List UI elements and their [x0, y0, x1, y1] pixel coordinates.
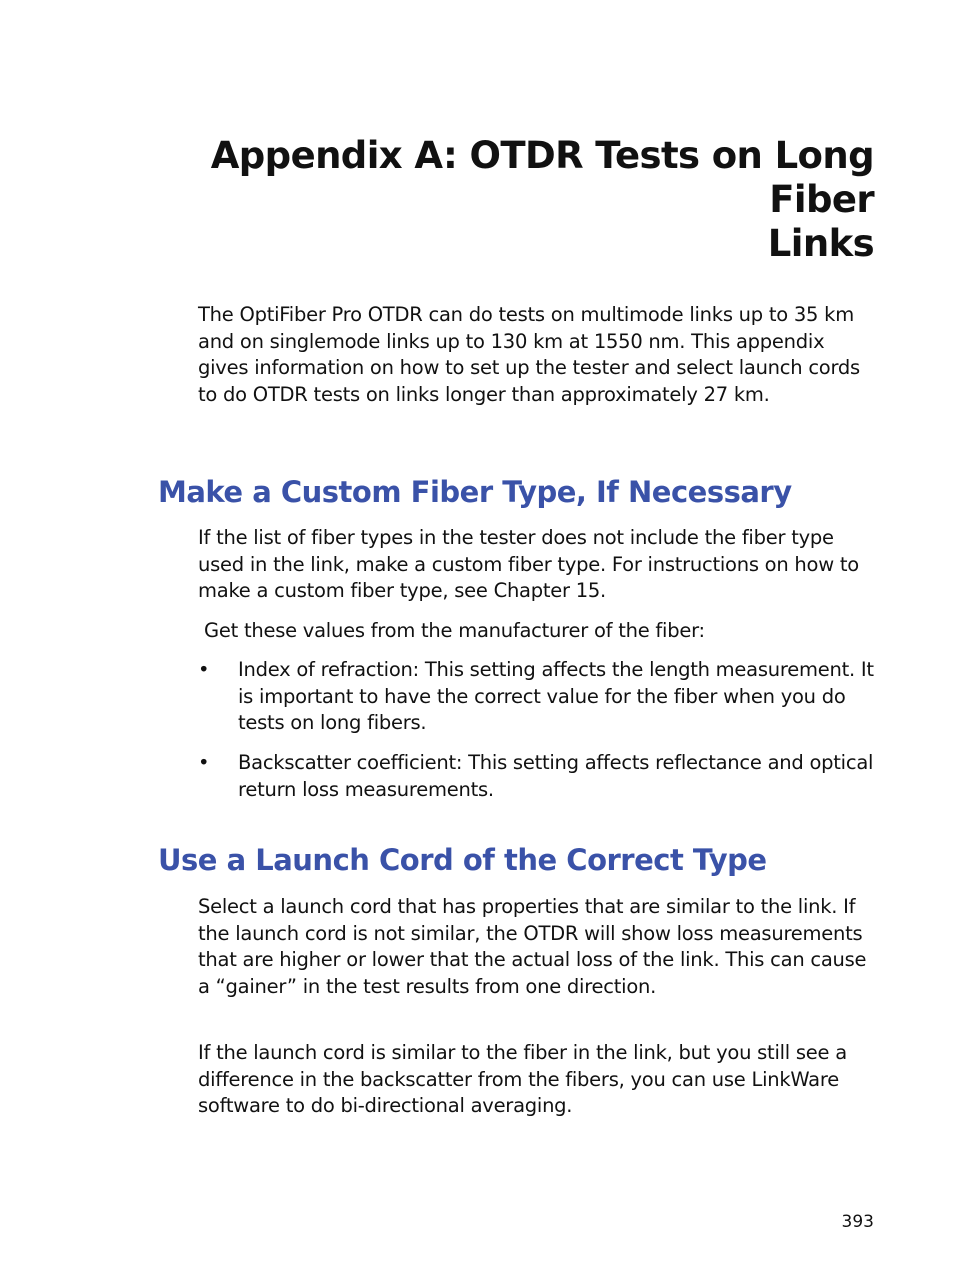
bullet-icon: • — [198, 658, 210, 681]
page-title-line-1: Appendix A: OTDR Tests on Long Fiber — [210, 134, 874, 221]
list-item-text: Index of refraction: This setting affects the length measurement. It is important to have the correct value for the fiber when you do tests on long fibers. — [238, 658, 874, 734]
intro-paragraph: The OptiFiber Pro OTDR can do tests on multimode links up to 35 km and on singlemode links up to 130 km at 1550 nm. This appendix gives information on how to set up the tester and select launch cords to do OTDR tests on links longer than approximately 27 km. — [198, 303, 860, 406]
bi-directional-paragraph: If the launch cord is similar to the fiber in the link, but you still see a difference in the backscatter from the fibers, you can use LinkWare software to do bi-directional averaging. — [198, 1041, 847, 1117]
bullet-icon: • — [198, 751, 210, 774]
section-heading-custom-fiber-type: Make a Custom Fiber Type, If Necessary — [158, 475, 792, 509]
section-heading-launch-cord: Use a Launch Cord of the Correct Type — [158, 843, 767, 877]
page-title — [158, 134, 874, 266]
list-item-index-of-refraction — [198, 657, 878, 737]
custom-fiber-paragraph: If the list of fiber types in the tester does not include the fiber type used in the link, make a custom fiber type. For instructions on how to make a custom fiber type, see Chapter 15. — [198, 526, 859, 602]
page-title-line-2: Links — [767, 222, 874, 265]
list-item-text: Backscatter coefficient: This setting affects reflectance and optical return loss measurements. — [238, 751, 874, 801]
list-item-backscatter-coefficient — [198, 750, 878, 803]
page-number: 393 — [841, 1212, 874, 1232]
launch-cord-paragraph: Select a launch cord that has properties that are similar to the link. If the launch cord is not similar, the OTDR will show loss measurements that are higher or lower that the actual loss of the link. This can cause a “gainer” in the test results from one direction. — [198, 895, 867, 998]
manufacturer-values-paragraph: Get these values from the manufacturer of the fiber: — [204, 619, 705, 642]
